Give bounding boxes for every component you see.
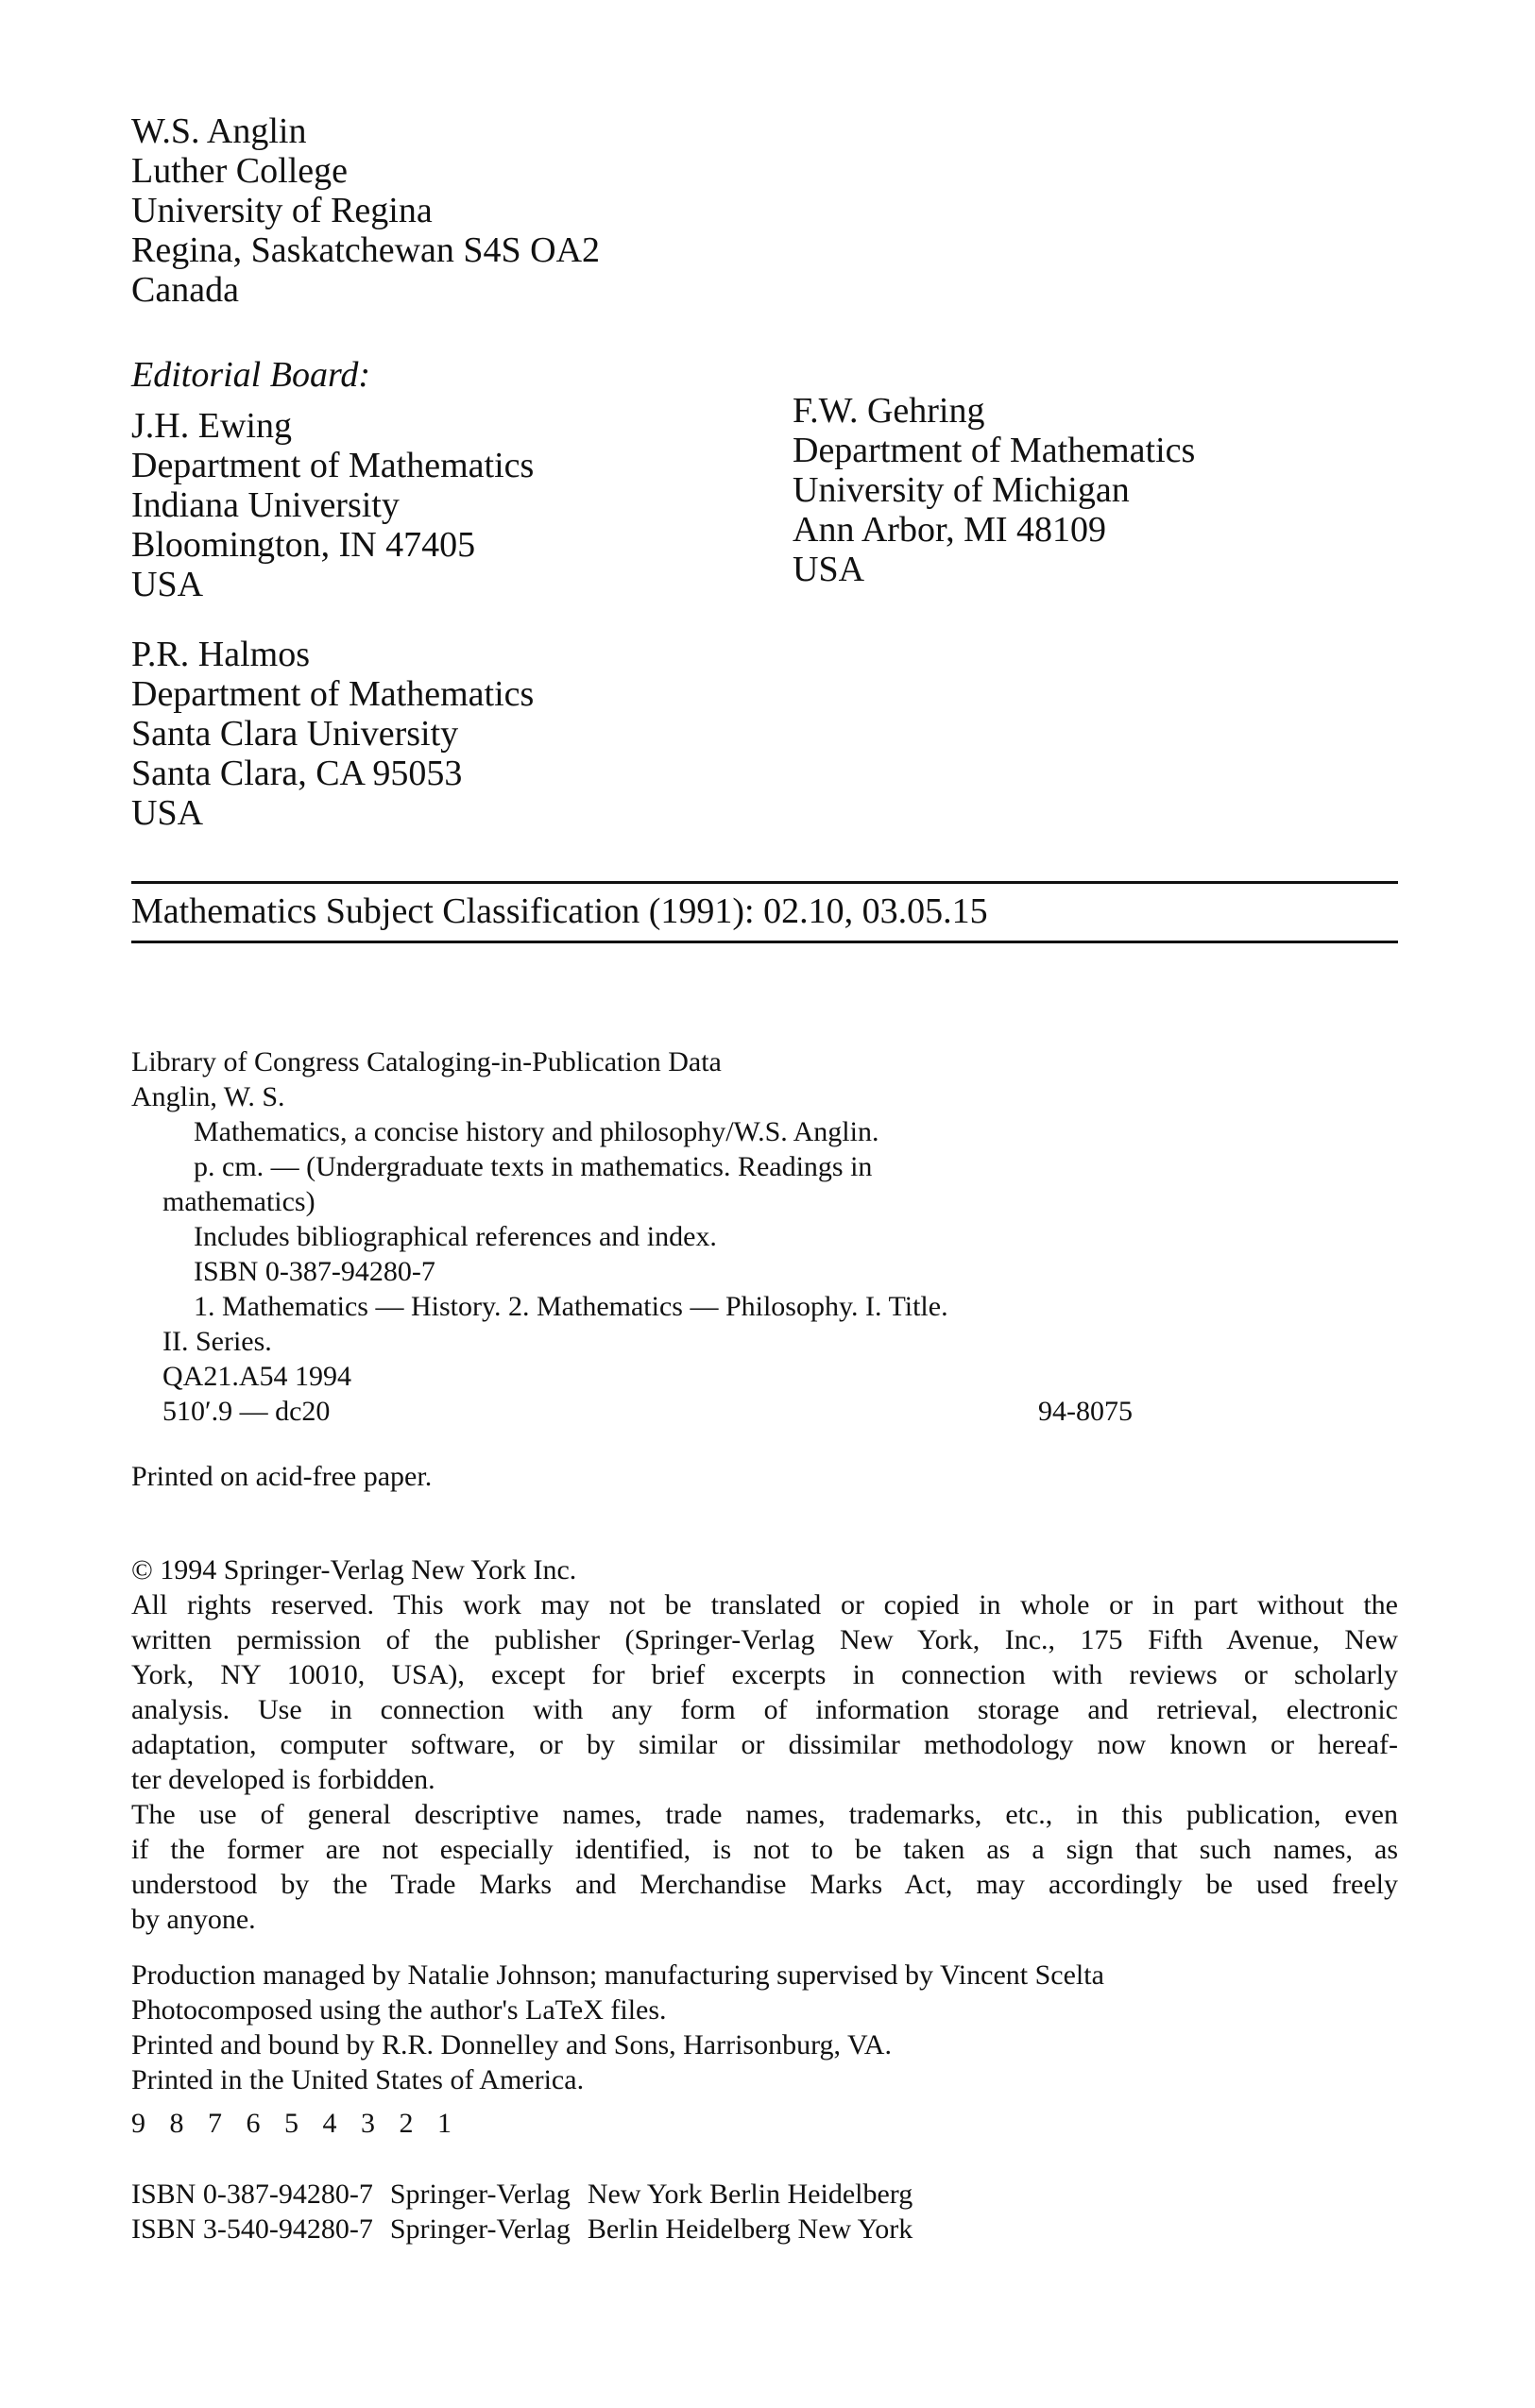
editor-city: Bloomington, IN 47405	[131, 525, 476, 565]
editor-university: Santa Clara University	[131, 714, 459, 754]
author-address	[131, 111, 600, 310]
isbn-number: ISBN 0-387-94280-7	[131, 2179, 373, 2210]
copyright-notice	[131, 1552, 1398, 1937]
editor-department: Department of Mathematics	[793, 431, 1196, 470]
rights-text: All rights reserved. This work may not be translated or copied in whole or in part without the	[131, 1589, 1398, 1620]
cip-dewey-row	[131, 1394, 1133, 1429]
editor-department: Department of Mathematics	[131, 446, 535, 485]
printing-line: 9 8 7 6 5 4 3 2 1	[131, 2108, 460, 2139]
isbn-row	[131, 2212, 930, 2247]
cip-bibliography: Includes bibliographical references and index.	[194, 1221, 717, 1252]
isbn-cities: Berlin Heidelberg New York	[587, 2213, 913, 2245]
author-college: Luther College	[131, 151, 348, 191]
editor-name: P.R. Halmos	[131, 635, 310, 674]
editor-name: F.W. Gehring	[793, 391, 985, 431]
trademark-text: by anyone.	[131, 1904, 256, 1935]
editor-country: USA	[131, 793, 204, 833]
cip-isbn: ISBN 0-387-94280-7	[194, 1256, 435, 1287]
production-line: Printed in the United States of America.	[131, 2064, 585, 2095]
editor-city: Santa Clara, CA 95053	[131, 754, 463, 793]
editor-ewing-address	[131, 406, 534, 604]
rights-text: written permission of the publisher (Springer-Verlag New York, Inc., 175 Fifth Avenue, New	[131, 1624, 1398, 1655]
author-country: Canada	[131, 270, 239, 310]
isbn-publisher: Springer-Verlag	[389, 2213, 571, 2245]
rights-text: York, NY 10010, USA), except for brief excerpts in connection with reviews or scholarly	[131, 1659, 1398, 1690]
isbn-cities: New York Berlin Heidelberg	[587, 2179, 913, 2210]
isbn-row	[131, 2177, 930, 2212]
acid-free-notice: Printed on acid-free paper.	[131, 1461, 433, 1492]
cip-author: Anglin, W. S.	[131, 1081, 285, 1112]
editor-university: Indiana University	[131, 485, 400, 525]
divider-bottom	[131, 941, 1398, 943]
cip-lccn: 94-8075	[1038, 1396, 1133, 1427]
cip-dewey: 510′.9 — dc20	[162, 1396, 331, 1427]
trademark-text: understood by the Trade Marks and Merchandise Marks Act, may accordingly be used freely	[131, 1869, 1398, 1900]
cip-series-continued: mathematics)	[162, 1186, 316, 1217]
editorial-board-heading: Editorial Board:	[131, 355, 370, 395]
editor-city: Ann Arbor, MI 48109	[793, 510, 1107, 550]
cip-book-title: Mathematics, a concise history and philosophy/W.S. Anglin.	[194, 1116, 879, 1147]
trademark-text: The use of general descriptive names, trade names, trademarks, etc., in this publication, even	[131, 1799, 1398, 1830]
copyright-line: © 1994 Springer-Verlag New York Inc.	[131, 1554, 577, 1586]
production-line: Production managed by Natalie Johnson; manufacturing supervised by Vincent Scelta	[131, 1959, 1104, 1991]
cip-title: Library of Congress Cataloging-in-Publication Data	[131, 1046, 722, 1077]
editor-university: University of Michigan	[793, 470, 1130, 510]
isbn-number: ISBN 3-540-94280-7	[131, 2213, 373, 2245]
subject-classification: Mathematics Subject Classification (1991): 02.10, 03.05.15	[131, 891, 988, 931]
rights-text: ter developed is forbidden.	[131, 1764, 435, 1795]
author-name: W.S. Anglin	[131, 111, 307, 151]
rights-text: adaptation, computer software, or by similar or dissimilar methodology now known or hereaf-	[131, 1729, 1398, 1760]
rights-text: analysis. Use in connection with any form of information storage and retrieval, electronic	[131, 1694, 1398, 1725]
isbn-list	[131, 2177, 930, 2247]
production-credits	[131, 1958, 1104, 2097]
author-city: Regina, Saskatchewan S4S OA2	[131, 230, 601, 270]
editor-halmos-address	[131, 635, 534, 833]
trademark-text: if the former are not especially identified, is not to be taken as a sign that such names, as	[131, 1834, 1398, 1865]
editor-name: J.H. Ewing	[131, 406, 292, 446]
cip-series-entry: II. Series.	[162, 1326, 272, 1357]
cataloging-data	[131, 1044, 1133, 1429]
cip-series: p. cm. — (Undergraduate texts in mathematics. Readings in	[194, 1151, 873, 1182]
production-line: Photocomposed using the author's LaTeX files.	[131, 1994, 667, 2026]
editor-gehring-address	[793, 391, 1195, 589]
editor-department: Department of Mathematics	[131, 674, 535, 714]
editor-country: USA	[793, 550, 865, 589]
isbn-publisher: Springer-Verlag	[389, 2179, 571, 2210]
author-university: University of Regina	[131, 191, 433, 230]
divider-top	[131, 881, 1398, 884]
cip-call-number: QA21.A54 1994	[162, 1361, 351, 1392]
production-line: Printed and bound by R.R. Donnelley and Sons, Harrisonburg, VA.	[131, 2029, 892, 2060]
cip-subjects: 1. Mathematics — History. 2. Mathematics — Philosophy. I. Title.	[194, 1291, 948, 1322]
editor-country: USA	[131, 565, 204, 604]
